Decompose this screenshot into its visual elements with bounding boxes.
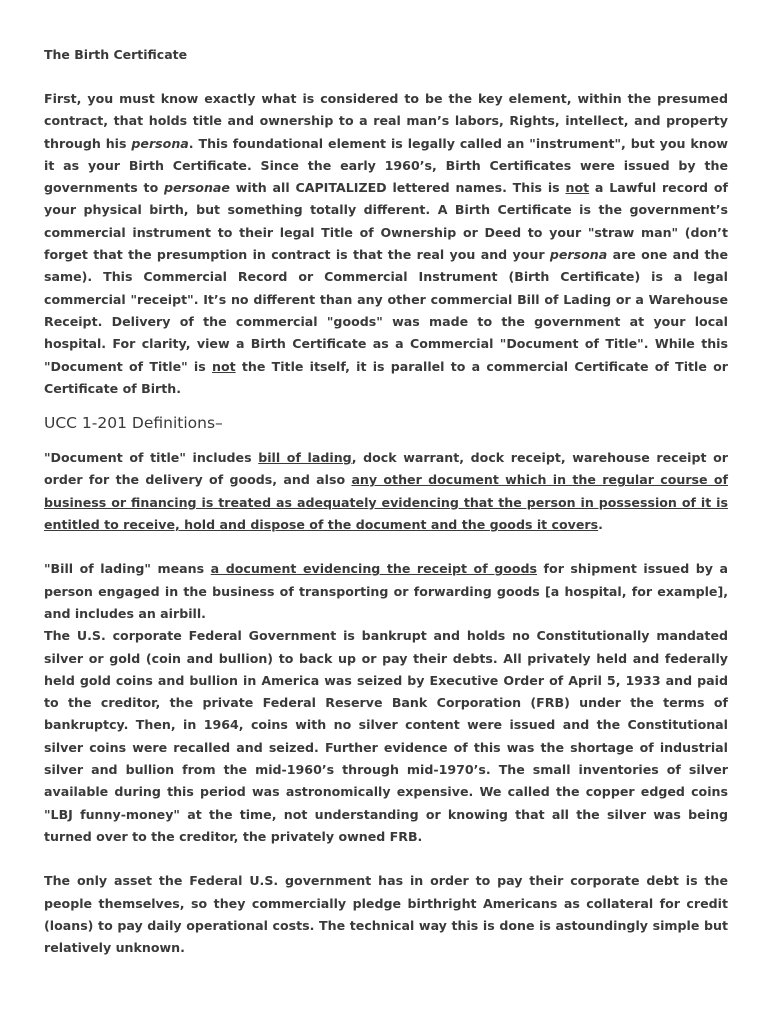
only-asset-paragraph <box>44 870 728 959</box>
text-run: the Title itself, it is parallel to a commercial Certificate of Title or Certificate of Birth. <box>44 358 729 396</box>
intro-paragraph <box>44 88 728 400</box>
federal-government-paragraph <box>44 625 728 848</box>
italic-text: personae <box>164 180 230 196</box>
text-run: with all CAPITALIZED lettered names. This is <box>229 180 566 196</box>
paragraph-gap <box>44 848 728 870</box>
document-of-title-paragraph <box>44 447 728 536</box>
text-run: . <box>598 517 603 533</box>
text-run: The U.S. corporate Federal Government is bankrupt and holds no Constitutionally mandated silver or gold (coin and bullion) to back up or pay their debts. All privately held and federally held gold coins and bullion in America was seized by Executive Order of April 5, 1933 and paid to the creditor, the private Federal Reserve Bank Corporation (FRB) under the terms of bankruptcy. Then, in 1964, coins with no silver content were issued and the Constitutional silver coins were recalled and seized. Further evidence of this was the shortage of industrial silver and bullion from the mid-1960’s through mid-1970’s. The small inventories of silver available during this period was astronomically expensive. We called the copper edged coins "LBJ funny-money" at the time, not understanding or knowing that all the silver was being turned over to the creditor, the privately owned FRB. <box>44 628 728 844</box>
bill-of-lading-paragraph <box>44 558 728 625</box>
text-run: . This foundational element is legally called an "instrument", but you know it as your Birth Certificate. Since the early 1960’s, Birth Certificates were issued by the governments to <box>44 135 728 196</box>
document-title: The Birth Certificate <box>44 47 188 62</box>
underlined-text: a document evidencing the receipt of goods <box>210 561 538 577</box>
ucc-definitions-heading: UCC 1-201 Definitions– <box>44 414 223 433</box>
text-run: "Document of title" includes <box>44 450 259 466</box>
underlined-text: bill of lading <box>258 450 352 466</box>
text-run: The only asset the Federal U.S. government has in order to pay their corporate debt is the people themselves, so they commercially pledge birthright Americans as collateral for credit (loans) to pay daily operational costs. The technical way this is done is astoundingly simple but relatively unknown. <box>44 873 728 956</box>
underlined-text: not <box>565 180 590 196</box>
text-run: First, you must know exactly what is considered to be the key element, within the presumed contract, that holds title and ownership to a real man’s labors, Rights, intellect, and property through his <box>44 91 728 151</box>
underlined-text: not <box>212 358 236 374</box>
underlined-text: any other document which in the regular course of business or financing is treated as adequately evidencing that the person in possession of it is entitled to receive, hold and dispose of the document and the goods it covers <box>44 472 729 533</box>
text-run: , dock warrant, dock receipt, warehouse receipt or order for the delivery of goods, and also <box>44 450 729 488</box>
paragraph-gap <box>44 536 728 558</box>
text-run: for shipment issued by a person engaged in the business of transporting or forwarding goods [a hospital, for example], and includes an airbill. <box>44 561 728 621</box>
italic-text: persona <box>549 247 608 263</box>
text-run: a Lawful record of your physical birth, but something totally different. A Birth Certificate is the government’s commercial instrument to their legal Title of Ownership or Deed to your "straw man" (don’t forget that the presumption in contract is that the real you and your <box>44 180 729 263</box>
text-run: "Bill of lading" means <box>44 561 211 577</box>
italic-text: persona <box>131 135 189 151</box>
text-run: are one and the same). This Commercial Record or Commercial Instrument (Birth Certificate) is a legal commercial "receipt". It’s no different than any other commercial Bill of Lading or a Warehouse Receipt. Delivery of the commercial "goods" was made to the government at your local hospital. For clarity, view a Birth Certificate as a Commercial "Document of Title". While this "Document of Title" is <box>44 247 728 374</box>
